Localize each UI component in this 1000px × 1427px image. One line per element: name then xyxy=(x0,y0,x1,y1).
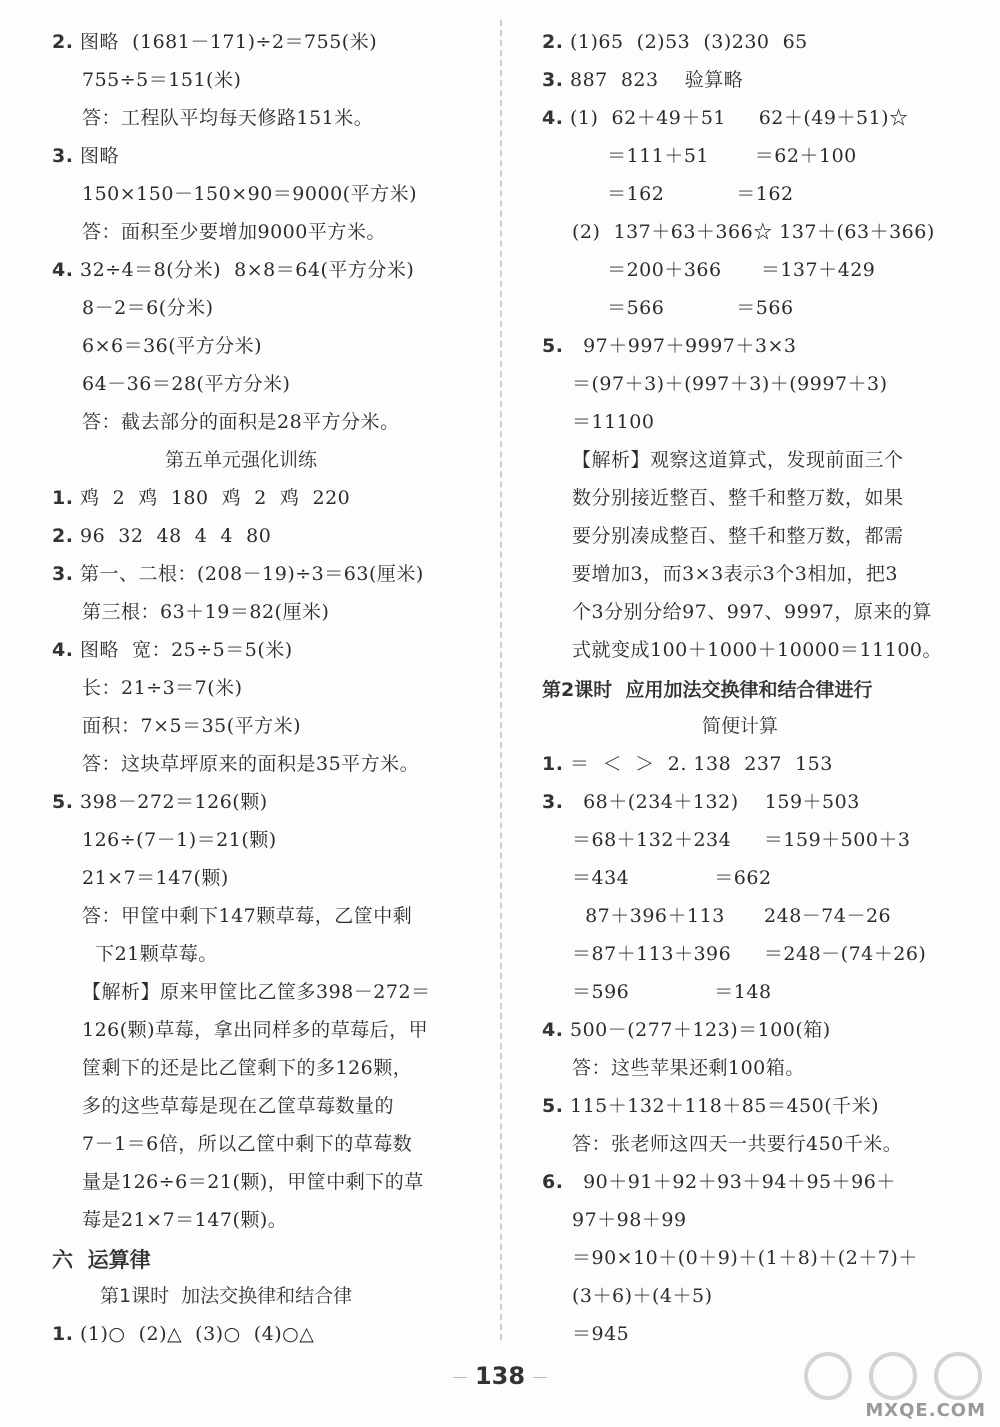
analysis-line: 7－1＝6倍，所以乙筐中剩下的草莓数 xyxy=(82,1133,413,1155)
watermark-url: MXQE.COM xyxy=(865,1400,986,1421)
answer-line: 6. 90＋91＋92＋93＋94＋95＋96＋ xyxy=(542,1171,896,1193)
answer-line: 1. (1)○ (2)△ (3)○ (4)○△ xyxy=(52,1323,315,1345)
lesson-title: 第1课时 加法交换律和结合律 xyxy=(100,1285,353,1307)
analysis-line: 要增加3，而3×3表示3个3相加，把3 xyxy=(572,563,898,585)
answer-line: ＝90×10＋(0＋9)＋(1＋8)＋(2＋7)＋ xyxy=(572,1247,918,1269)
analysis-line: 多的这些草莓是现在乙筐草莓数量的 xyxy=(82,1095,395,1117)
answer-line: 126÷(7－1)＝21(颗) xyxy=(82,829,277,851)
answer-line: 4. 32÷4＝8(分米) 8×8＝64(平方分米) xyxy=(52,259,415,281)
answer-line: 答：工程队平均每天修路151米。 xyxy=(82,107,374,129)
answer-line: 3. 887 823 验算略 xyxy=(542,69,744,91)
lesson-title: 第2课时 应用加法交换律和结合律进行 xyxy=(542,679,873,701)
answer-line: 答：甲筐中剩下147颗草莓，乙筐中剩 xyxy=(82,905,413,927)
answer-line: 4. (1) 62＋49＋51 62＋(49＋51)☆ xyxy=(542,107,909,129)
answer-line: ＝945 xyxy=(572,1323,630,1345)
page-number: 138 xyxy=(0,1362,1000,1390)
answer-line: 2. (1)65 (2)53 (3)230 65 xyxy=(542,31,808,53)
answer-line: ＝596 ＝148 xyxy=(572,981,772,1003)
answer-line: ＝566 ＝566 xyxy=(594,297,794,319)
analysis-line: 莓是21×7＝147(颗)。 xyxy=(82,1209,288,1231)
answer-line: 64－36＝28(平方分米) xyxy=(82,373,291,395)
answer-line: 答：截去部分的面积是28平方分米。 xyxy=(82,411,400,433)
answer-line: 5. 115＋132＋118＋85＝450(千米) xyxy=(542,1095,880,1117)
analysis-line: 量是126÷6＝21(颗)，甲筐中剩下的草 xyxy=(82,1171,424,1193)
answer-line: 1. ＝ ＜ ＞ 2. 138 237 153 xyxy=(542,753,833,775)
answer-line: 面积：7×5＝35(平方米) xyxy=(82,715,302,737)
column-divider xyxy=(500,20,502,1340)
answer-line: 3. 68＋(234＋132) 159＋503 xyxy=(542,791,860,813)
answer-line: 4. 500－(277＋123)＝100(箱) xyxy=(542,1019,831,1041)
answer-line: 第三根：63＋19＝82(厘米) xyxy=(82,601,330,623)
analysis-line: 【解析】原来甲筐比乙筐多398－272＝ xyxy=(82,981,431,1003)
answer-line: 3. 图略 xyxy=(52,145,120,167)
answer-line: 答：面积至少要增加9000平方米。 xyxy=(82,221,386,243)
analysis-line: 126(颗)草莓，拿出同样多的草莓后，甲 xyxy=(82,1019,429,1041)
answer-line: 150×150－150×90＝9000(平方米) xyxy=(82,183,417,205)
answer-line: 答：这块草坪原来的面积是35平方米。 xyxy=(82,753,420,775)
answer-line: ＝11100 xyxy=(572,411,655,433)
answer-line: 97＋98＋99 xyxy=(572,1209,687,1231)
analysis-line: 个3分别分给97、997、9997，原来的算 xyxy=(572,601,932,623)
answer-line: 5. 398－272＝126(颗) xyxy=(52,791,268,813)
answer-line: 4. 图略 宽：25÷5＝5(米) xyxy=(52,639,293,661)
answer-line: 1. 鸡 2 鸡 180 鸡 2 鸡 220 xyxy=(52,487,351,509)
answer-line: 3. 第一、二根：(208－19)÷3＝63(厘米) xyxy=(52,563,424,585)
answer-line: 答：这些苹果还剩100箱。 xyxy=(572,1057,805,1079)
answer-line: ＝(97＋3)＋(997＋3)＋(9997＋3) xyxy=(572,373,888,395)
answer-line: 5. 97＋997＋9997＋3×3 xyxy=(542,335,797,357)
unit-title: 六 运算律 xyxy=(52,1248,151,1272)
answer-line: 755÷5＝151(米) xyxy=(82,69,242,91)
answer-line: 长：21÷3＝7(米) xyxy=(82,677,243,699)
section-title: 第五单元强化训练 xyxy=(165,449,318,471)
answer-line: 8－2＝6(分米) xyxy=(82,297,214,319)
analysis-line: 筐剩下的还是比乙筐剩下的多126颗， xyxy=(82,1057,413,1079)
answer-line: ＝111＋51 ＝62＋100 xyxy=(594,145,857,167)
answer-line: 6×6＝36(平方分米) xyxy=(82,335,263,357)
answer-line: ＝68＋132＋234 ＝159＋500＋3 xyxy=(572,829,911,851)
answer-line: 答：张老师这四天一共要行450千米。 xyxy=(572,1133,903,1155)
answer-line: 下21颗草莓。 xyxy=(82,943,218,965)
answer-line: 2. 96 32 48 4 4 80 xyxy=(52,525,272,547)
answer-line: (3＋6)＋(4＋5) xyxy=(572,1285,713,1307)
analysis-line: 式就变成100＋1000＋10000＝11100。 xyxy=(572,639,943,661)
answer-line: (2) 137＋63＋366☆ 137＋(63＋366) xyxy=(572,221,935,243)
answer-line: ＝162 ＝162 xyxy=(594,183,794,205)
lesson-title-continued: 简便计算 xyxy=(702,715,779,737)
answer-line: ＝87＋113＋396 ＝248－(74＋26) xyxy=(572,943,927,965)
analysis-line: 数分别接近整百、整千和整万数，如果 xyxy=(572,487,904,509)
answer-line: ＝434 ＝662 xyxy=(572,867,772,889)
answer-line: 21×7＝147(颗) xyxy=(82,867,229,889)
answer-line: 2. 图略 (1681－171)÷2＝755(米) xyxy=(52,31,378,53)
analysis-line: 要分别凑成整百、整千和整万数，都需 xyxy=(572,525,904,547)
answer-line: 87＋396＋113 248－74－26 xyxy=(572,905,892,927)
analysis-line: 【解析】观察这道算式，发现前面三个 xyxy=(572,449,904,471)
answer-line: ＝200＋366 ＝137＋429 xyxy=(594,259,876,281)
